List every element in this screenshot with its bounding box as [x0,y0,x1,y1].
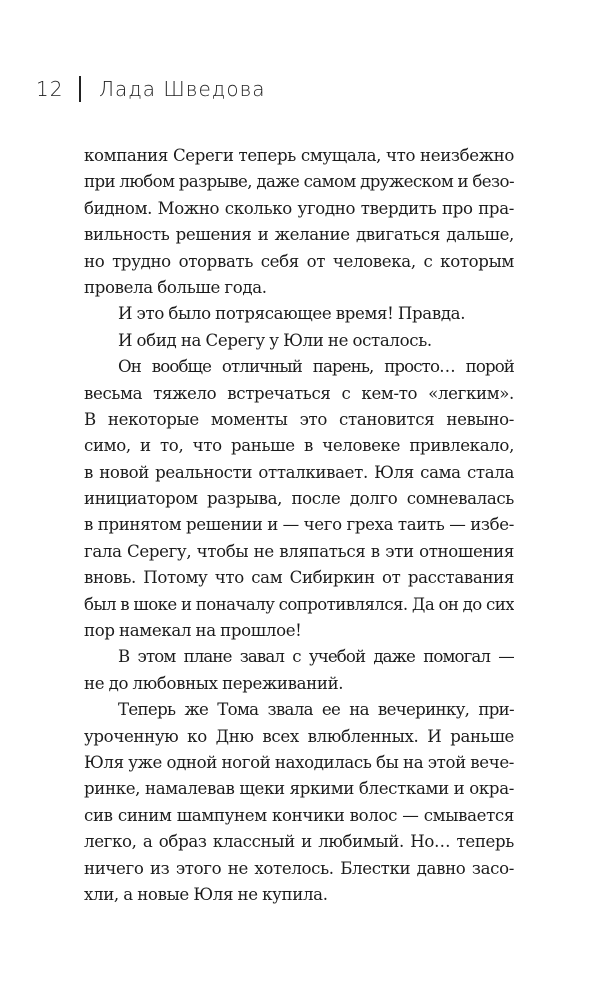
text-line: хли, а новые Юля не купила. [84,884,328,904]
text-line: сив синим шампунем кончики волос — смывается [84,805,514,825]
text-line: симо, и то, что раньше в человеке привлекало, [84,436,514,456]
text-line: И обид на Серегу у Юли не осталось. [118,330,432,350]
page-number: 12 [36,77,64,101]
text-line: в принятом решении и — чего греха таить — избе- [84,515,514,535]
text-line: бидном. Можно сколько угодно твердить про пра- [84,198,514,218]
text-line: вильность решения и желание двигаться дальше, [84,225,514,245]
text-line: инициатором разрыва, после долго сомневалась [84,489,514,509]
text-line: в новой реальности отталкивает. Юля сама стала [84,462,514,482]
text-line: весьма тяжело встречаться с кем-то «легким». [84,383,514,403]
text-line: гала Серегу, чтобы не вляпаться в эти отношения [84,541,514,561]
text-line: уроченную ко Дню всех влюбленных. И раньше [84,726,514,746]
author-name: Лада Шведова [98,77,266,101]
running-header [36,72,266,106]
text-line: ничего из этого не хотелось. Блестки давно засо- [84,858,514,878]
header-separator [79,76,81,102]
body-text [84,143,514,908]
text-line: И это было потрясающее время! Правда. [118,304,466,324]
text-line: легко, а образ классный и любимый. Но… теперь [84,832,514,852]
text-line: был в шоке и поначалу сопротивлялся. Да он до сих [84,594,514,614]
text-line: В некоторые моменты это становится невыно- [84,409,514,429]
text-line: не до любовных переживаний. [84,673,344,693]
text-line: В этом плане завал с учебой даже помогал — [118,647,514,667]
text-line: ринке, намалевав щеки яркими блестками и окра- [84,779,514,799]
text-line: пор намекал на прошлое! [84,621,302,641]
text-line: но трудно оторвать себя от человека, с которым [84,251,514,271]
text-line: вновь. Потому что сам Сибиркин от расставания [84,568,514,588]
text-line: Он вообще отличный парень, просто… порой [118,357,514,377]
text-line: компания Сереги теперь смущала, что неизбежно [84,146,514,165]
text-line: Юля уже одной ногой находилась бы на этой вече- [84,752,514,772]
text-line: Теперь же Тома звала ее на вечеринку, при- [118,700,514,720]
text-line: провела больше года. [84,277,267,297]
text-line: при любом разрыве, даже самом дружеском и безо- [84,172,514,192]
